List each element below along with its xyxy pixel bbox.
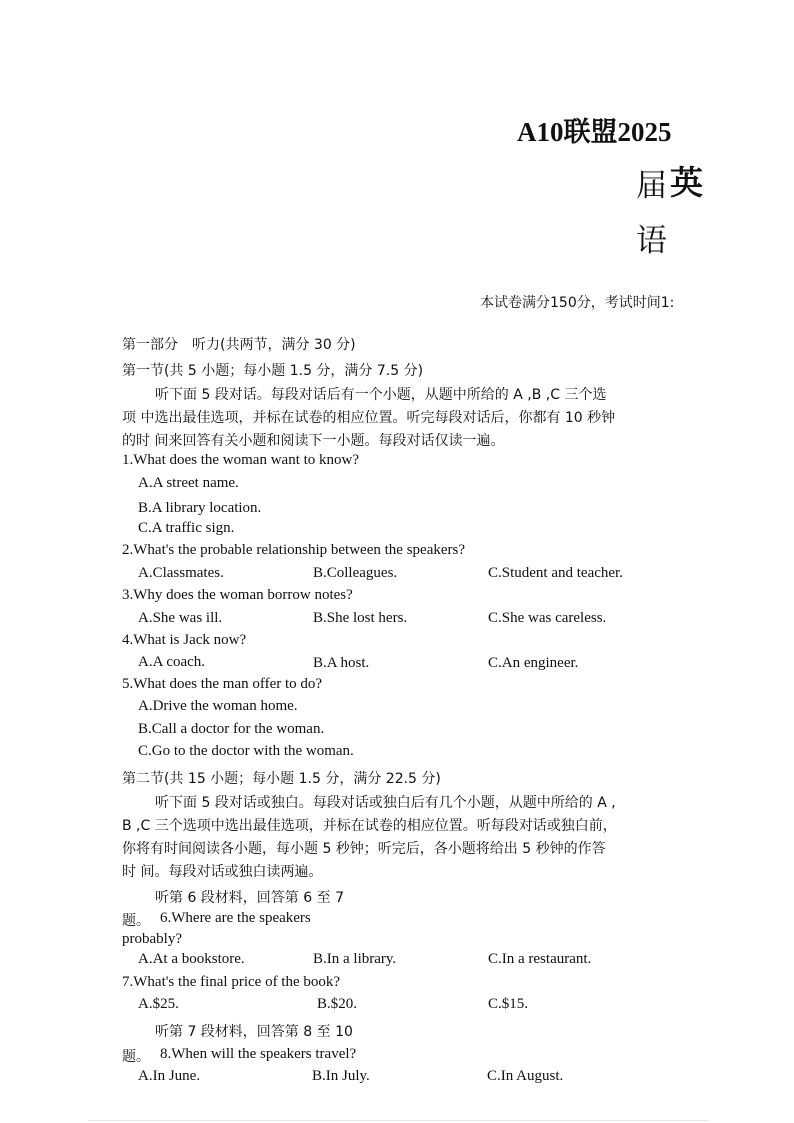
exam-info: 本试卷满分150分，考试时间1: [480,295,675,311]
question-stem: 2.What's the probable relationship between the speakers? [122,542,465,558]
option-a: A.Classmates. [138,565,224,581]
option-b: B.In July. [312,1068,370,1084]
option-a: A.$25. [138,996,179,1012]
section2-instruction-line: 时 间。每段对话或独白读两遍。 [122,864,323,880]
section1-heading: 第一节(共 5 小题；每小题 1.5 分，满分 7.5 分) [122,363,424,379]
option-b: B.$20. [317,996,358,1012]
material7-intro: 听第 7 段材料，回答第 8 至 10 [155,1024,353,1040]
page-bottom-divider [88,1120,708,1121]
question-stem: 6.Where are the speakers [160,910,311,926]
option-a: A.A coach. [138,654,206,670]
option-b: B.Colleagues. [313,565,398,581]
section2-heading: 第二节(共 15 小题；每小题 1.5 分，满分 22.5 分) [122,771,441,787]
option-b: B.A library location. [138,500,262,516]
option-b: B.She lost hers. [313,610,408,626]
option-c: C.An engineer. [488,655,579,671]
question-stem: 4.What is Jack now? [122,632,247,648]
option-b: B.A host. [313,655,370,671]
option-c: C.$15. [488,996,529,1012]
option-c: C.A traffic sign. [138,520,235,536]
part1-heading: 第一部分 听力(共两节，满分 30 分) [122,337,356,353]
question-stem: 1.What does the woman want to know? [122,452,360,468]
section2-instruction-line: B ,C 三个选项中选出最佳选项，并标在试卷的相应位置。听每段对话或独白前， [122,818,617,834]
option-a: A.At a bookstore. [138,951,245,967]
option-b: B.In a library. [313,951,397,967]
question-stem-continued: probably? [122,931,182,947]
title-char-ying: 英 [670,163,703,202]
title-char-yu: 语 [636,223,667,259]
question-stem: 5.What does the man offer to do? [122,676,323,692]
option-c: C.Go to the doctor with the woman. [138,743,354,759]
section1-instruction-line: 的时 间来回答有关小题和阅读下一小题。每段对话仅读一遍。 [122,433,505,449]
material7-intro-tail: 题。 [122,1049,150,1065]
material6-intro-tail: 题。 [122,913,150,929]
section2-instruction-line: 你将有时间阅读各小题，每小题 5 秒钟；听完后，各小题将给出 5 秒钟的作答 [122,841,606,857]
option-b: B.Call a doctor for the woman. [138,721,325,737]
option-c: C.Student and teacher. [488,565,623,581]
section1-instruction-line: 听下面 5 段对话。每段对话后有一个小题，从题中所给的 A ,B ,C 三个选 [155,387,607,403]
question-stem: 3.Why does the woman borrow notes? [122,587,353,603]
section2-instruction-line: 听下面 5 段对话或独白。每段对话或独白后有几个小题，从题中所给的 A , [155,795,616,811]
title-char-jie: 届 [636,168,667,204]
option-c: C.She was careless. [488,610,607,626]
question-stem: 8.When will the speakers travel? [160,1046,357,1062]
option-a: A.Drive the woman home. [138,698,298,714]
option-a: A.In June. [138,1068,201,1084]
material6-intro: 听第 6 段材料，回答第 6 至 7 [155,890,344,906]
option-a: A.A street name. [138,475,239,491]
option-a: A.She was ill. [138,610,223,626]
option-c: C.In August. [487,1068,564,1084]
question-stem: 7.What's the final price of the book? [122,974,341,990]
exam-title: A10联盟2025 [517,117,672,147]
option-c: C.In a restaurant. [488,951,592,967]
section1-instruction-line: 项 中选出最佳选项，并标在试卷的相应位置。听完每段对话后，你都有 10 秒钟 [122,410,616,426]
